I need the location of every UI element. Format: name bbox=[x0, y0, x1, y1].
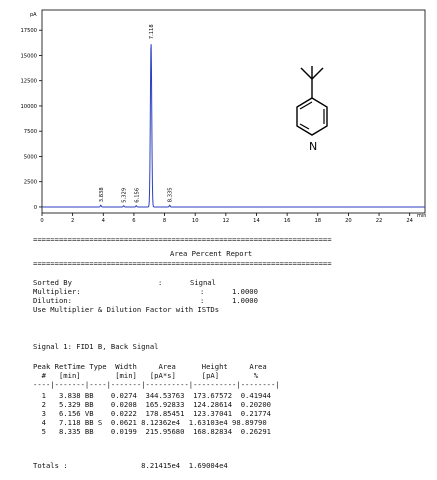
table-row: 2 5.329 BB 0.0208 165.92833 124.28614 0.20200 bbox=[33, 400, 271, 409]
molecule-bond bbox=[312, 68, 323, 79]
molecule-bond bbox=[301, 68, 312, 79]
y-tick-label: 15000 bbox=[20, 53, 37, 60]
dilution-colon: : bbox=[200, 296, 205, 305]
istd-note: Use Multiplier & Dilution Factor with ISTDs bbox=[33, 305, 220, 314]
x-tick-label: 18 bbox=[314, 218, 322, 224]
table-divider: ----|-------|----|-------|----------|----------|--------| bbox=[33, 380, 280, 389]
chart-trace bbox=[42, 24, 425, 207]
x-tick-label: 14 bbox=[253, 218, 260, 224]
table-row: 4 7.118 BB S 0.0621 8.12362e4 1.63103e4 98.89790 bbox=[33, 418, 267, 427]
chromatogram-line bbox=[42, 44, 425, 207]
molecule-double-bond bbox=[300, 102, 324, 129]
x-tick-label: 24 bbox=[406, 218, 413, 224]
area-percent-report bbox=[0, 228, 437, 480]
table-header-row-1: Peak RetTime Type Width Area Height Area bbox=[33, 362, 267, 371]
nitrogen-label: N bbox=[309, 140, 318, 153]
x-tick-label: 10 bbox=[191, 218, 199, 224]
table-row: 1 3.838 BB 0.0274 344.53763 173.67572 0.41944 bbox=[33, 391, 271, 400]
y-tick-label: 10000 bbox=[20, 103, 37, 110]
plot-frame bbox=[42, 10, 425, 213]
table-row: 3 6.156 VB 0.0222 178.85451 123.37041 0.21774 bbox=[33, 409, 271, 418]
x-tick-label: 6 bbox=[132, 218, 136, 224]
chart-axes bbox=[20, 10, 426, 224]
y-tick-label: 7500 bbox=[23, 129, 37, 136]
totals-row: Totals : 8.21415e4 1.69004e4 bbox=[33, 461, 228, 470]
report-rule-title: ===================================================================== bbox=[33, 259, 332, 268]
y-tick-label: 2500 bbox=[23, 179, 37, 186]
dilution-value: 1.0000 bbox=[232, 296, 258, 305]
x-tick-label: 12 bbox=[222, 218, 230, 224]
dilution-label: Dilution: bbox=[33, 296, 72, 305]
peak-label: 7.118 bbox=[149, 24, 156, 40]
signal-line: Signal 1: FID1 B, Back Signal bbox=[33, 342, 159, 351]
peak-label: 5.329 bbox=[121, 187, 128, 203]
table-row: 5 8.335 BB 0.0199 215.95680 168.82834 0.26291 bbox=[33, 427, 271, 436]
multiplier-colon: : bbox=[200, 287, 205, 296]
y-tick-label: 12500 bbox=[20, 78, 37, 85]
chromatogram-chart bbox=[0, 0, 437, 225]
multiplier-label: Multiplier: bbox=[33, 287, 81, 296]
sorted-by-label: Sorted By bbox=[33, 278, 72, 287]
y-tick-label: 17500 bbox=[20, 28, 37, 35]
x-tick-label: 20 bbox=[345, 218, 352, 224]
peak-label: 3.838 bbox=[98, 187, 105, 203]
x-tick-label: 2 bbox=[70, 218, 75, 224]
peak-label: 6.156 bbox=[134, 187, 141, 203]
report-title: Area Percent Report bbox=[170, 249, 253, 258]
x-tick-label: 0 bbox=[40, 218, 44, 224]
x-axis-label: min bbox=[417, 213, 427, 219]
sorted-by-value: Signal bbox=[190, 278, 216, 287]
table-header-row-2: # [min] [min] [pA*s] [pA] % bbox=[33, 371, 259, 380]
peak-label: 8.335 bbox=[167, 187, 174, 203]
multiplier-value: 1.0000 bbox=[232, 287, 258, 296]
x-tick-label: 8 bbox=[162, 218, 167, 224]
report-rule-top: ===================================================================== bbox=[33, 235, 332, 244]
x-tick-label: 16 bbox=[283, 218, 291, 224]
sorted-by-colon: : bbox=[158, 278, 163, 287]
molecule-structure-drawing bbox=[297, 66, 327, 153]
y-axis-label: pA bbox=[30, 12, 37, 18]
x-tick-label: 4 bbox=[101, 218, 105, 224]
y-tick-label: 0 bbox=[33, 204, 37, 211]
y-tick-label: 5000 bbox=[23, 154, 37, 161]
x-tick-label: 22 bbox=[375, 218, 383, 224]
molecule-ring bbox=[297, 98, 327, 135]
